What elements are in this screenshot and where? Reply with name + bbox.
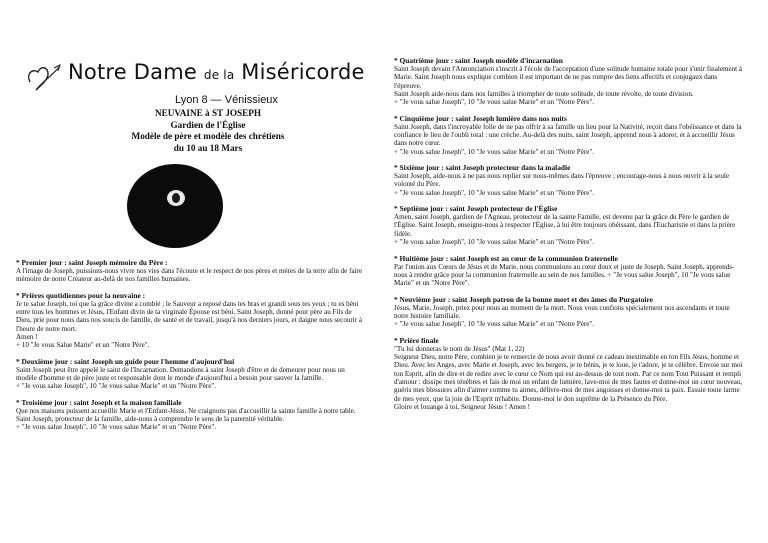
- section-title: * Premier jour : saint Joseph mémoire du Père :: [16, 258, 168, 267]
- section-extra: + "Je vous salue Joseph", 10 "Je vous salue Marie" et un "Notre Père".: [394, 147, 595, 156]
- section-title: * Troisième jour : saint Joseph et la maison familiale: [16, 397, 182, 407]
- section-day-5: [394, 114, 744, 156]
- section-title: * Neuvième jour : saint Joseph patron de la bonne mort et des âmes du Purgatoire: [394, 294, 653, 304]
- right-column: [394, 56, 744, 418]
- section-body: Que nos maisons puissent accueillir Marie et l'Enfant-Jésus. Ne craignons pas d'accueillir la sainte famille à notre table.: [16, 406, 356, 415]
- section-extra: Amen !: [16, 333, 38, 342]
- section-day-8: [394, 254, 744, 288]
- section-extra: + "Je vous salue Joseph", 10 "Je vous salue Marie" et un "Notre Père".: [394, 320, 595, 329]
- section-title: * Prière finale: [394, 335, 439, 345]
- section-extra: Saint Joseph, protecteur de la famille, aide-nous à comprendre le sens de la paternité véritable.: [16, 415, 285, 424]
- section-final-prayer: [394, 336, 744, 412]
- city-label: Lyon 8 — Vénissieux: [175, 94, 278, 106]
- section-extra: + "Je vous salue Joseph", 10 "Je vous salue Marie" et un "Notre Père".: [16, 423, 217, 432]
- section-extra: + "Je vous salue Joseph", 10 "Je vous salue Marie" et un "Notre Père".: [394, 238, 595, 247]
- section-day-7: [394, 204, 744, 246]
- section-body: Saint Joseph, aide-nous à ne pas nous replier sur nous-mêmes dans l'épreuve ; encourage-nous à nous ouvrir à la seule volonté du Père.: [394, 172, 729, 189]
- section-body: Jésus, Marie, Joseph, priez pour nous au moment de la mort. Nous vous confions spécialement nos ascendants et toute notre histoire familiale.: [394, 303, 730, 320]
- section-day-1: [16, 258, 366, 284]
- section-extra: + "Je vous salue Joseph", 10 "Je vous salue Marie" et un "Notre Père".: [16, 382, 217, 391]
- section-title: * Septième jour : saint Joseph protecteur de l'Église: [394, 204, 558, 214]
- header-line: du 10 au 18 Mars: [173, 142, 243, 153]
- section-body: Par l'union aux Cœurs de Jésus et de Marie, nous communions au cœur doux et juste de Joseph. Saint Joseph, apprends-nous à rendre grâce pour la communion fraternelle au sein de nos familles. + "Je vous salue Joseph", 10 "Je vous salue Marie" et un "Notre Père".: [394, 262, 735, 288]
- section-title: * Huitième jour : saint Joseph est au cœur de la communion fraternelle: [394, 253, 618, 263]
- brand-title-end: Miséricorde: [241, 60, 365, 84]
- section-day-9: [394, 295, 744, 329]
- header-line: Modèle de père et modèle des chrétiens: [131, 131, 285, 141]
- section-extra: Seigneur Dieu, notre Père, combien je te remercie de nous avoir donné ce cadeau inestimable en ton Fils Jésus, homme et Dieu. Avec les Anges, avec Marie et Joseph, avec les bergers, je te bénis, je te loue, je t'adore, je te célèbre. Envoie sur moi ton Esprit, afin de dire et de redire avec le cœur ce Nom qui est au-dessus de tout nom. Par ce nom Tout Puissant et rempli d'amour : dissipe mes ténèbres et fais de moi un enfant de lumière, lave-moi de mes fautes et donne-moi un cœur nouveau, guéris mes blessures afin d'aimer comme tu aimes, délivre-moi de mes angoisses et donne-moi ta paix. Essuie toute larme de mes yeux, que la joie de l'Esprit m'habite. Donne-moi le don suprême de la Présence du Père.: [394, 352, 743, 403]
- section-extra: + "Je vous salue Joseph", 10 "Je vous salue Marie" et un "Notre Père".: [394, 188, 595, 197]
- section-extra: Gloire et louange à toi, Seigneur Jésus ! Amen !: [394, 402, 530, 411]
- neuvaine-header: [110, 108, 306, 154]
- section-day-4: [394, 56, 744, 107]
- section-day-6: [394, 163, 744, 197]
- section-title: * Prières quotidiennes pour la neuvaine :: [16, 290, 146, 300]
- section-day-3: [16, 398, 366, 432]
- section-title: * Cinquième jour : saint Joseph lumière dans nos nuits: [394, 113, 567, 123]
- section-title: * Sixième jour : saint Joseph protecteur dans la maladie: [394, 163, 571, 173]
- section-extra: Saint Joseph aide-nous dans nos familles à triompher de toute solitude, de toute révolte, de toute division.: [394, 90, 694, 99]
- section-body: Saint Joseph peut être appelé le saint de l'Incarnation. Demandons à saint Joseph d'être et de demeurer pour nous un modèle d'homme et de père juste et responsable dont le monde d'aujourd'hui a besoin pour sauver la famille.: [16, 365, 345, 383]
- left-column: [16, 258, 366, 439]
- saint-joseph-image: [127, 164, 223, 248]
- section-body: Je te salue Joseph, toi que la grâce divine a comblé ; le Sauveur a reposé dans tes bras et grandi sous tes yeux ; tu es béni entre tous les hommes et Jésus, l'Enfant divin de ta virginale Épouse est béni. Saint Joseph, donné pour père au Fils de Dieu, prie pour nous dans nos soucis de famille, de santé et de travail, jusqu'à nos derniers jours, et daigne nous secourir à l'heure de notre mort.: [16, 299, 363, 333]
- section-daily-prayer: [16, 291, 366, 350]
- section-title: * Deuxième jour : saint Joseph un guide pour l'homme d'aujourd'hui: [16, 356, 235, 366]
- header-line: Gardien de l'Église: [170, 119, 246, 130]
- brand-title: [68, 60, 365, 84]
- brand-title-main: Notre Dame: [68, 60, 197, 84]
- section-title: * Quatrième jour : saint Joseph modèle d'incarnation: [394, 56, 563, 65]
- section-body: A l'image de Joseph, puissions-nous vivre nos vies dans l'écoute et le respect de nos pères et mères de la terre afin de faire mémoire de notre Créateur au-delà de nos familles humaines.: [16, 267, 363, 284]
- section-extra: + "Je vous salue Joseph", 10 "Je vous salue Marie" et un "Notre Père".: [394, 98, 595, 107]
- image-detail: [172, 193, 180, 203]
- section-body: Amen, saint Joseph, gardien de l'Agneau, protecteur de la sainte Famille, est devenu par la grâce du Père le gardien de l'Église. Saint Joseph, enseigne-nous à respecter l'Église, à lui être toujours obéissant, dans l'Eucharistie et dans la prière fidèle.: [394, 213, 736, 238]
- section-body: Saint Joseph, dans l'incroyable folle de ne pas offrir à sa famille un lieu pour la Nativité, reçoit dans l'obéissance et dans la confiance le lieu de l'oubli total : une crèche. Au-delà des nuits, saint Joseph, apprend nous à adorer, et à accueillir Jésus dans notre cœur.: [394, 122, 742, 148]
- section-body: Saint Joseph devant l'Annonciation s'inscrit à l'école de l'acceptation d'une solitude humaine totale pour s'unir finalement à Marie. Saint Joseph nous explique combien il est important de ne pas rompre des liens affectifs et conjugaux dans l'épreuve.: [394, 65, 743, 90]
- church-logo-icon: [24, 60, 64, 94]
- brand-title-small: de la: [203, 68, 235, 82]
- section-day-2: [16, 357, 366, 391]
- section-body: "Tu lui donneras le nom de Jésus" (Mat 1, 22): [394, 344, 525, 353]
- header-line: NEUVAINE à ST JOSEPH: [154, 108, 262, 118]
- section-extra: + 10 "Je vous Salue Marie" et un "Notre Père".: [16, 341, 150, 350]
